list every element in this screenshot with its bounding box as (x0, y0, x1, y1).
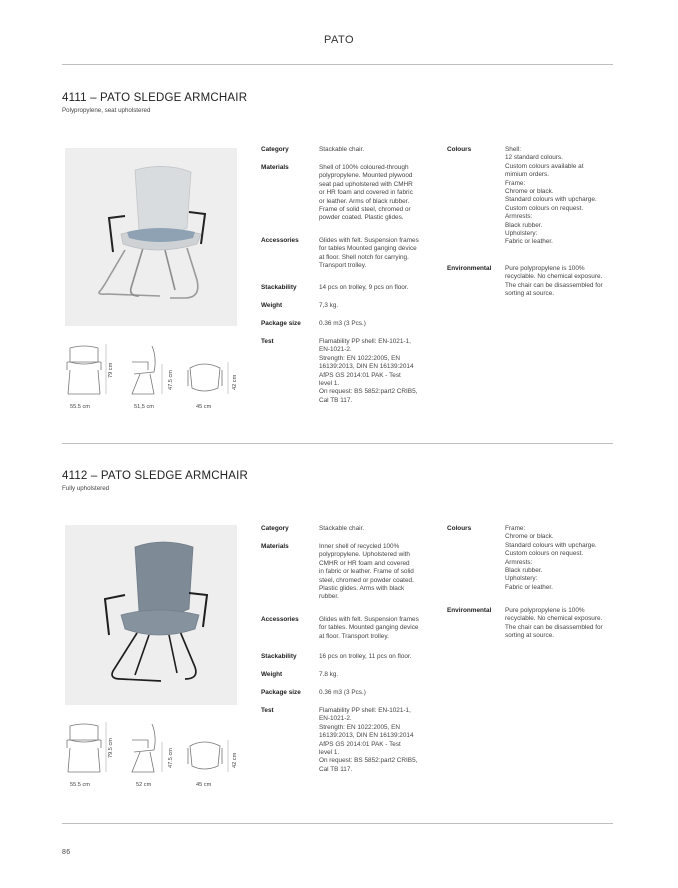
spec-label: Category (261, 146, 289, 153)
spec-label: Accessories (261, 237, 299, 244)
product-subtitle: Fully upholstered (62, 485, 110, 492)
product-photo-upholstered-chair (65, 525, 237, 705)
dim-label-arm-height: 42 cm (232, 374, 238, 390)
spec-value: 16 pcs on trolley, 11 pcs on floor. (319, 653, 412, 660)
spec-value: 0.36 m3 (3 Pcs.) (319, 320, 366, 327)
spec-value: Flamability PP shell: EN-1021-1, EN-1021-2. Strength: EN 1022:2005, EN 16139:2013, DIN EN 16139:2014 AfPS GS 2014:01 PAK - Test level 1. On request: BS 5852:part2 CRIB5, Cal TB 117. (319, 338, 418, 404)
side-view-drawing (132, 346, 155, 394)
dim-label-depth: 52 cm (136, 782, 152, 788)
dim-label-depth: 51,5 cm (134, 404, 154, 410)
spec-value: 14 pcs on trolley, 9 pcs on floor. (319, 284, 409, 291)
spec-label: Materials (261, 543, 289, 550)
spec-value: Shell: 12 standard colours. Custom colours available at mimium orders. Frame: Chrome or black. Standard colours with upcharge. Custom colours on request. Armrests: Black rubber. Upholstery: Fabric or leather. (505, 146, 597, 246)
dim-label-height: 79 cm (108, 362, 114, 378)
spec-label: Package size (261, 689, 301, 696)
spec-value: Glides with felt. Suspension frames for tables Mounted ganging device at floor. Shell notch for carrying. Transport trolley. (319, 237, 419, 270)
spec-label: Accessories (261, 616, 299, 623)
spec-label: Category (261, 525, 289, 532)
dim-label-top-width: 45 cm (196, 404, 212, 410)
chair-illustration (65, 525, 237, 705)
product-title: 4111 – PATO SLEDGE ARMCHAIR (62, 92, 248, 104)
spec-value: Stackable chair. (319, 146, 365, 153)
spec-value: 7.8 kg. (319, 671, 339, 678)
footer-divider (62, 823, 613, 824)
spec-label: Weight (261, 302, 283, 309)
spec-label: Stackability (261, 653, 297, 660)
dim-label-top-width: 45 cm (196, 782, 212, 788)
spec-label: Test (261, 707, 274, 714)
front-view-drawing (67, 346, 101, 394)
dimension-drawings (62, 718, 247, 798)
spec-value: Inner shell of recycled 100% polypropylene. Upholstered with CMHR or HR foam and covered in fabric or leather. Frame of solid steel, chromed or powder coated. Plastic glides. Arms with black rubber. (319, 543, 414, 601)
spec-list-right (447, 146, 613, 316)
dimension-drawings (62, 340, 247, 420)
spec-label: Environmental (447, 607, 492, 614)
product-subtitle: Polypropylene, seat upholstered (62, 107, 151, 114)
spec-value: Stackable chair. (319, 525, 365, 532)
top-view-drawing (188, 364, 222, 391)
dim-label-seat-height: 47.5 cm (168, 370, 174, 390)
spec-value: Frame: Chrome or black. Standard colours with upcharge. Custom colours on request. Armrests: Black rubber. Upholstery: Fabric or leather. (505, 525, 597, 591)
spec-label: Package size (261, 320, 301, 327)
spec-value: Glides with felt. Suspension frames for tables. Mounted ganging device at floor. Transport trolley. (319, 616, 419, 640)
side-view-drawing (132, 724, 155, 772)
spec-label: Colours (447, 525, 472, 532)
spec-label: Environmental (447, 265, 492, 272)
product-title: 4112 – PATO SLEDGE ARMCHAIR (62, 470, 249, 482)
spec-list-right (447, 525, 613, 655)
dim-label-width: 55.5 cm (70, 782, 90, 788)
dim-label-arm-height: 42 cm (232, 752, 238, 768)
dim-label-height: 79.5 cm (108, 738, 114, 758)
spec-value: Pure polypropylene is 100% recyclable. No chemical exposure. The chair can be disassembled for sorting at source. (505, 607, 603, 640)
spec-value: Flamability PP shell: EN-1021-1, EN-1021-2. Strength: EN 1022:2005, EN 16139:2013, DIN EN 16139:2014 AfPS GS 2014:01 PAK - Test level 1. On request: BS 5852:part2 CRIB5, Cal TB 117. (319, 707, 418, 773)
spec-value: 0.36 m3 (3 Pcs.) (319, 689, 366, 696)
spec-label: Stackability (261, 284, 297, 291)
spec-value: Pure polypropylene is 100% recyclable. No chemical exposure. The chair can be disassembled for sorting at source. (505, 265, 603, 298)
chair-illustration (65, 148, 237, 326)
spec-label: Test (261, 338, 274, 345)
spec-label: Weight (261, 671, 283, 678)
product-photo-grey-chair (65, 148, 237, 326)
front-view-drawing (67, 724, 101, 772)
dim-label-width: 55.5 cm (70, 404, 90, 410)
section-divider (62, 443, 613, 444)
spec-list-left (261, 146, 441, 416)
spec-list-left (261, 525, 441, 795)
spec-value: Shell of 100% coloured-through polypropylene. Mounted plywood seat pad upholstered with CMHR or HR foam and covered in fabric or leather. Arms of black rubber. Frame of solid steel, chromed or powder coated. Plastic glides. (319, 164, 413, 222)
top-view-drawing (188, 742, 222, 769)
page-number: 86 (62, 849, 71, 856)
spec-label: Materials (261, 164, 289, 171)
spec-label: Colours (447, 146, 472, 153)
spec-value: 7,3 kg. (319, 302, 339, 309)
page-header-title: PATO (323, 34, 355, 46)
header-divider (62, 64, 613, 65)
dim-label-seat-height: 47.5 cm (168, 748, 174, 768)
